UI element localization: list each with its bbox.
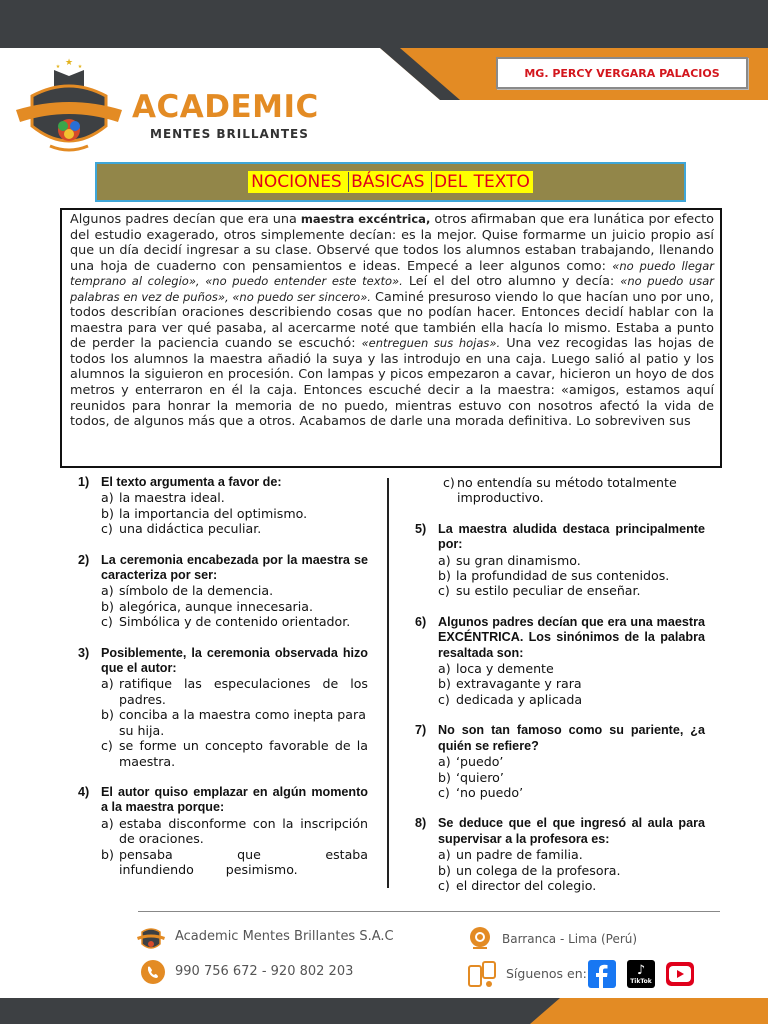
option-text: pensaba que estaba infundiendo pesimismo. (119, 846, 368, 877)
option-text: la profundidad de sus contenidos. (456, 568, 670, 584)
passage-quote: «no puedo llegar temprano al colegio», «no puedo entender este texto». (70, 258, 714, 289)
option-c[interactable] (78, 614, 368, 629)
option-c[interactable] (78, 521, 368, 536)
question-number: 6) (415, 614, 427, 629)
option-text: un colega de la profesora. (456, 862, 621, 878)
passage-quote: «entreguen sus hojas». (361, 336, 501, 351)
option-text: el director del colegio. (456, 877, 597, 893)
questions-right-column (415, 475, 705, 909)
option-letter: c) (443, 475, 455, 490)
brand-title: ACADEMIC (132, 89, 319, 125)
question-number: 1) (78, 475, 90, 489)
question-text: Se deduce que el que ingresó al aula para supervisar a la profesora es: (438, 816, 705, 846)
academic-logo (14, 56, 124, 160)
question-4-option-c[interactable] (415, 475, 705, 506)
question-1 (78, 475, 368, 537)
option-letter: b) (438, 862, 451, 878)
option-text: la importancia del optimismo. (119, 505, 308, 521)
option-b[interactable] (415, 770, 705, 785)
footer-company: Academic Mentes Brillantes S.A.C (175, 929, 394, 944)
svg-text:★: ★ (55, 64, 61, 70)
option-letter: b) (101, 505, 114, 521)
svg-text:★: ★ (64, 58, 74, 68)
option-letter: a) (438, 552, 451, 568)
option-b[interactable] (415, 863, 705, 878)
option-b[interactable] (78, 599, 368, 614)
option-letter: b) (101, 598, 114, 614)
title-word-1: NOCIONES (251, 172, 342, 192)
option-a[interactable] (78, 816, 368, 847)
passage-text: Algunos padres decían que era una (70, 212, 301, 227)
passage-text: Una vez recogidas las hojas de todos los alumnos la maestra añadió la suya y las introdujo en una caja. Luego salió al patio y los alumnos la siguieron en procesión. Con lampas y picos empezaron a cavar, hicieron un hoyo de dos metros y enterraron en él la caja. Entonces escuché decir a la maestra: «amigos, estamos aquí reunidos para honrar la memoria de no puedo, mientras estuvo con nosotros afectó la vida de todos, de algunos más que a otros. Acabamos de darle una morada definitiva. Lo sobreviven sus (70, 336, 714, 430)
option-text: extravagante y rara (456, 676, 582, 692)
option-c[interactable] (78, 738, 368, 769)
questions-left-column (78, 475, 368, 893)
top-band (0, 0, 768, 48)
option-letter: c) (101, 521, 113, 537)
option-letter: a) (438, 661, 451, 677)
page-title (248, 171, 533, 193)
question-number: 7) (415, 723, 427, 738)
question-number: 8) (415, 816, 427, 831)
option-text: dedicada y aplicada (456, 691, 583, 707)
column-divider (387, 478, 389, 888)
option-letter: c) (438, 691, 450, 707)
passage-text: otros afirmaban que era lunática por efecto del estudio exagerado, otros simplemente decían: es la mejor. Quise formarme un juicio propio así que un día decidí ingresar a su clase. Observé que todos los alumnos estaban trabajando, llenando una hoja de cuaderno con pensamientos e ideas. Empecé a leer algunos como: (70, 212, 714, 274)
option-text: estaba disconforme con la inscripción de oraciones. (119, 815, 368, 847)
option-a[interactable] (415, 661, 705, 676)
question-4 (78, 785, 368, 877)
option-text: ‘puedo’ (456, 754, 504, 770)
question-text: La maestra aludida destaca principalmente por: (438, 521, 705, 552)
option-text: no entendía su método totalmente improductivo. (457, 475, 677, 506)
passage-quote: «no puedo usar palabras en vez de puños», «no puedo ser sincero». (70, 274, 714, 304)
option-a[interactable] (415, 553, 705, 568)
option-letter: c) (438, 784, 450, 800)
option-text: ‘no puedo’ (456, 784, 524, 800)
question-6 (415, 615, 705, 707)
option-c[interactable] (415, 878, 705, 893)
option-b[interactable] (78, 847, 368, 878)
passage-text: Leí el del otro alumno y decía: (402, 274, 621, 290)
option-text: conciba a la maestra como inepta para su hija. (119, 707, 366, 738)
question-8 (415, 816, 705, 893)
option-c[interactable] (415, 583, 705, 598)
option-letter: b) (438, 568, 451, 584)
facebook-icon[interactable] (588, 960, 616, 988)
footer-divider (138, 911, 720, 912)
option-text: un padre de familia. (456, 847, 583, 863)
reading-passage (60, 208, 722, 468)
option-text: su estilo peculiar de enseñar. (456, 583, 641, 599)
option-text: loca y demente (456, 661, 554, 677)
phone-icon (140, 959, 166, 985)
option-letter: c) (101, 614, 113, 630)
footer-logo-icon (136, 924, 166, 952)
option-a[interactable] (415, 754, 705, 769)
option-letter: a) (101, 676, 114, 692)
question-text: El autor quiso emplazar en algún momento a la maestra porque: (101, 784, 368, 815)
question-2 (78, 553, 368, 630)
option-letter: a) (101, 490, 114, 506)
option-letter: a) (438, 754, 451, 770)
option-letter: b) (438, 676, 451, 692)
footer-social-label: Síguenos en: (506, 966, 587, 981)
tiktok-label: TikTok (630, 977, 652, 985)
option-c[interactable] (415, 692, 705, 707)
option-text: Simbólica y de contenido orientador. (119, 614, 351, 630)
passage-bold-term: maestra excéntrica, (300, 212, 431, 226)
option-letter: c) (438, 877, 450, 893)
question-text: Posiblemente, la ceremonia observada hizo que el autor: (101, 645, 368, 676)
teacher-name-box: MG. PERCY VERGARA PALACIOS (496, 57, 748, 89)
question-3 (78, 646, 368, 769)
option-letter: b) (438, 769, 451, 785)
option-text: se forme un concepto favorable de la maestra. (119, 738, 368, 769)
question-text: La ceremonia encabezada por la maestra se caracteriza por ser: (101, 552, 368, 583)
question-number: 5) (415, 521, 427, 536)
option-a[interactable] (78, 583, 368, 598)
question-number: 4) (78, 784, 90, 799)
bottom-orange-wedge (530, 998, 768, 1024)
option-text: alegórica, aunque innecesaria. (119, 598, 313, 614)
question-text: El texto argumenta a favor de: (101, 475, 282, 489)
question-text: Algunos padres decían que era una maestra EXCÉNTRICA. Los sinónimos de la palabra resaltada son: (438, 614, 705, 660)
question-number: 2) (78, 552, 90, 567)
option-a[interactable] (78, 490, 368, 505)
option-letter: a) (101, 583, 114, 599)
option-letter: a) (438, 847, 451, 863)
question-text: No son tan famoso como su pariente, ¿a quién se refiere? (438, 723, 705, 753)
question-7 (415, 723, 705, 800)
option-letter: c) (101, 738, 113, 754)
svg-text:★: ★ (77, 64, 83, 70)
option-text: la maestra ideal. (119, 490, 225, 506)
question-number: 3) (78, 645, 90, 660)
option-b[interactable] (78, 506, 368, 521)
tiktok-glyph: ♪ (636, 962, 646, 978)
footer-location: Barranca - Lima (Perú) (502, 932, 638, 946)
title-word-3: DEL TEXTO (431, 172, 530, 192)
youtube-icon[interactable] (666, 962, 694, 986)
title-banner (95, 162, 686, 202)
option-c[interactable] (415, 785, 705, 800)
question-5 (415, 522, 705, 599)
option-text: ratifique las especulaciones de los padres. (119, 676, 368, 707)
option-b[interactable] (415, 676, 705, 691)
option-text: una didáctica peculiar. (119, 521, 262, 537)
option-letter: b) (101, 846, 114, 862)
title-word-2: BÁSICAS (348, 172, 424, 192)
option-a[interactable] (78, 676, 368, 707)
option-letter: a) (101, 815, 114, 831)
option-letter: b) (101, 707, 114, 723)
option-a[interactable] (415, 847, 705, 862)
option-b[interactable] (415, 568, 705, 583)
option-text: su gran dinamismo. (456, 552, 581, 568)
social-devices-icon (467, 958, 499, 990)
location-pin-icon (468, 926, 492, 952)
option-letter: c) (438, 583, 450, 599)
option-text: ‘quiero’ (456, 769, 504, 785)
option-b[interactable] (78, 707, 368, 738)
brand-subtitle: MENTES BRILLANTES (150, 127, 309, 141)
passage-text: Caminé presuroso viendo lo que hacían uno por uno, todos describían oraciones describiendo cosas que no podían hacer. Entonces decidí hablar con la maestra para ver qué pasaba, al acercarme noté que también ella hacía lo mismo. Estaba a punto de perder la paciencia cuando se escuchó: (70, 289, 714, 352)
footer-phones: 990 756 672 - 920 802 203 (175, 964, 354, 979)
tiktok-icon[interactable] (627, 960, 655, 988)
option-text: símbolo de la demencia. (119, 583, 274, 599)
